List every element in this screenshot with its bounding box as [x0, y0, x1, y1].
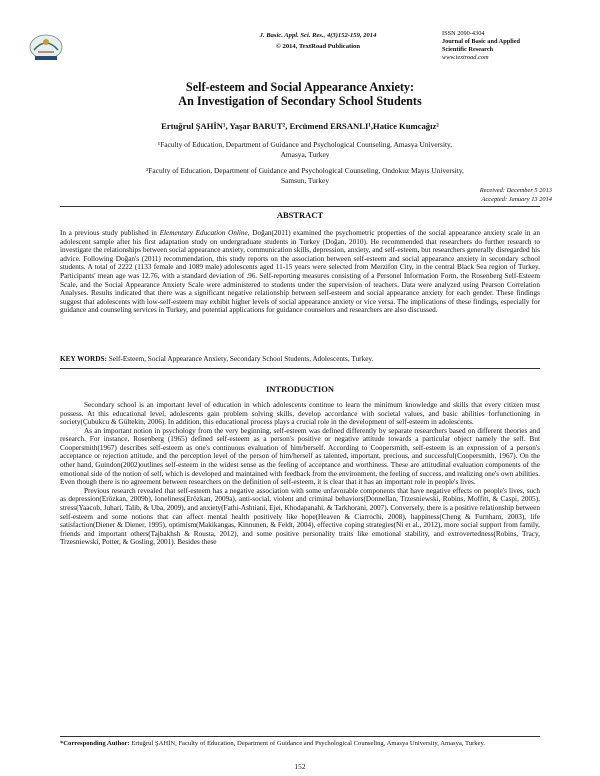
header-journal-block: [442, 30, 592, 62]
corresponding-author-footnote: [60, 740, 540, 749]
affiliation-2-line-2: Samsun, Turkey: [280, 175, 330, 185]
received-date: Received: December 5 2013: [479, 187, 552, 194]
paragraph: As an important notion in psychology from the very beginning, self-esteem was defined differently by separate researchers based on different theories and research. For instance, Rosenberg (1965) defined self-esteem as a person's positive or negative attitude towards a particular object namely the self. But Coopersmith(1967) describes self-esteem as one's continuous evaluation of him/herself. According to Coopersmith, self-esteem is an expression of a person's acceptance or rejection attitude, and the perception level of the person of him/herself as talented, important, precious, and successful(Coopersmith, 1967). On the other hand, Guindon(2002)outlines self-esteem in the widest sense as the feeling of acceptance and worthiness. These are attitudinal evaluation components of the emotional side of the notion of self, which is developed and maintained with feedback from the environment, the feeling of success, and realizing one's own abilities. Even though there is no agreement between researchers on the definition of self-esteem, it is clear that it has an important role in people's lives.: [60, 426, 540, 487]
textroad-logo: [28, 30, 64, 62]
paragraph: Secondary school is an important level of education in which adolescents continue to learn the minimum knowledge and skills that every citizen must possess. At this educational level, adolescents gain problem solving skills, develop accordance with societal values, and basic abilities forfunctioning in society(Çubukcu & Gültekin, 2006). In addition, this educational process plays a crucial role in the development of self-esteem in adolescents.: [60, 401, 540, 427]
abstract-heading: ABSTRACT: [276, 210, 324, 220]
journal-url[interactable]: www.textroad.com: [442, 54, 489, 61]
keywords-list: Self-Esteem, Social Appearance Anxiety, Secondary School Students, Adolescents, Turkey.: [106, 355, 374, 363]
journal-citation: J. Basic. Appl. Sci. Res., 4(3)152-159, 2014: [259, 32, 377, 39]
accepted-date: Accepted: January 13 2014: [481, 195, 552, 203]
keywords-label: KEY WORDS:: [60, 355, 107, 363]
keywords: [60, 355, 540, 364]
paragraph: Previous research revealed that self-esteem has a negative association with some unfavorable components that have negative effects on people's lives, such as depression(Erözkan, 2009b), loneliness(Erözkan, 2009a), anti-social, violent and criminal behaviors(Donnellan, Trzesniewski, Robins, Moffitt, & Caspi, 2005), stress(Yaacob, Juhari, Talib, & Uba, 2009), and anxiety(Fathi-Ashtiani, Ejei, Khodapanahi, & Tarkhorani, 2007). Conversely, there is a positive relationship between self-esteem and some notions that can affect mental health positively like hope(Heaven & Ciarrochi, 2008), happiness(Cheng & Furnham, 2003), life satisfaction(Diener & Diener, 1995), optimism(Makikangas, Kinnunen, & Feldt, 2004), effective coping strategies(Ni et al., 2012), more social support from family, friends and important others(Tajbakhsh & Rousta, 2012), and some positive personality traits like emotional stability, and extrovertedness(Robins, Tracy, Trzesniewski, Potter, & Gosling, 2001). Besides these: [60, 486, 540, 547]
affiliation-2-line-1: ²Faculty of Education, Department of Guidance and Psychological Counseling, Ondokuz Mayıs University,: [146, 166, 464, 175]
affiliation-1: [110, 140, 500, 159]
footnote-label: *Corresponding Author:: [60, 740, 130, 747]
abstract-text-1: In a previous study published in: [60, 229, 160, 237]
abstract-body: [60, 229, 540, 315]
abstract-bottom-divider: [60, 368, 540, 369]
affiliation-1-line-2: Amasya, Turkey: [280, 149, 330, 159]
affiliation-2: [110, 166, 500, 185]
paper-title: [0, 80, 600, 108]
introduction-heading: INTRODUCTION: [265, 384, 334, 394]
title-line-1: Self-esteem and Social Appearance Anxiety:: [185, 80, 415, 94]
abstract-text-2: , Doğan(2011) examined the psychometric properties of the social appearance anxiety scale in an adolescent sample after his first adaptation study on undergraduate students in Turkey (Doğan, 2010). He recommended that researchers do further research to investigate the relationships between social appearance anxiety, communication skills, depression, anxiety, and self-esteem, but researchers generally disregarded his advice. Following Doğan's (2011) recommendation, this study reports on the association between self-esteem and social appearance anxiety in secondary school students. A total of 2222 (1133 female and 1089 male) adolescents aged 11-15 years were selected from Merzifon City, in the central Black Sea region of Turkey. Participants' mean age was 12.76, with a standard deviation of .96. Self-reporting measures consisting of a Personel Information Form, the Rosenberg Self-Esteem Scale, and the Social Appearance Anxiety Scale were administered to students under the supervision of teachers. Data were analyzed using Pearson Correlation Analyses. Results indicated that there was a significant negative relationship between self-esteem and social appearance anxiety for each gender. These findings suggest that adolescents with low-self-esteem may exhibit higher levels of social appearance anxiety or vice versa. The implications of these findings, especially for guidance and counseling services in Turkey, and potential applications for guidance counselors and researchers are also discussed.: [60, 229, 540, 315]
footnote-divider: [60, 736, 540, 737]
author-list: Ertuğrul ŞAHİN¹, Yaşar BARUT², Ercümend ERSANLI¹,Hatice Kumcağız²: [161, 121, 439, 131]
submission-dates: [480, 187, 552, 204]
journal-header: [28, 30, 572, 75]
page-number: 152: [294, 762, 306, 771]
journal-name-line1: Journal of Basic and Applied: [442, 38, 521, 45]
abstract-top-divider: [60, 206, 540, 207]
title-line-2: An Investigation of Secondary School Students: [178, 94, 422, 108]
copyright-notice: © 2014, TextRoad Publication: [275, 43, 361, 50]
issn: ISSN 2090-4304: [442, 30, 485, 37]
journal-name-line2: Scientific Research: [442, 46, 494, 53]
abstract-journal-name: Elementary Education Online: [159, 229, 248, 237]
header-citation-block: [228, 30, 408, 52]
footnote-text: Ertuğrul ŞAHİN, Faculty of Education, Department of Guidance and Psychological Counseling, Amasya University, Amasya, Turkey.: [129, 740, 486, 747]
affiliation-1-line-1: ¹Faculty of Education, Department of Guidance and Psychological Counseling, Amasya University,: [157, 140, 453, 149]
introduction-body: [60, 401, 540, 547]
